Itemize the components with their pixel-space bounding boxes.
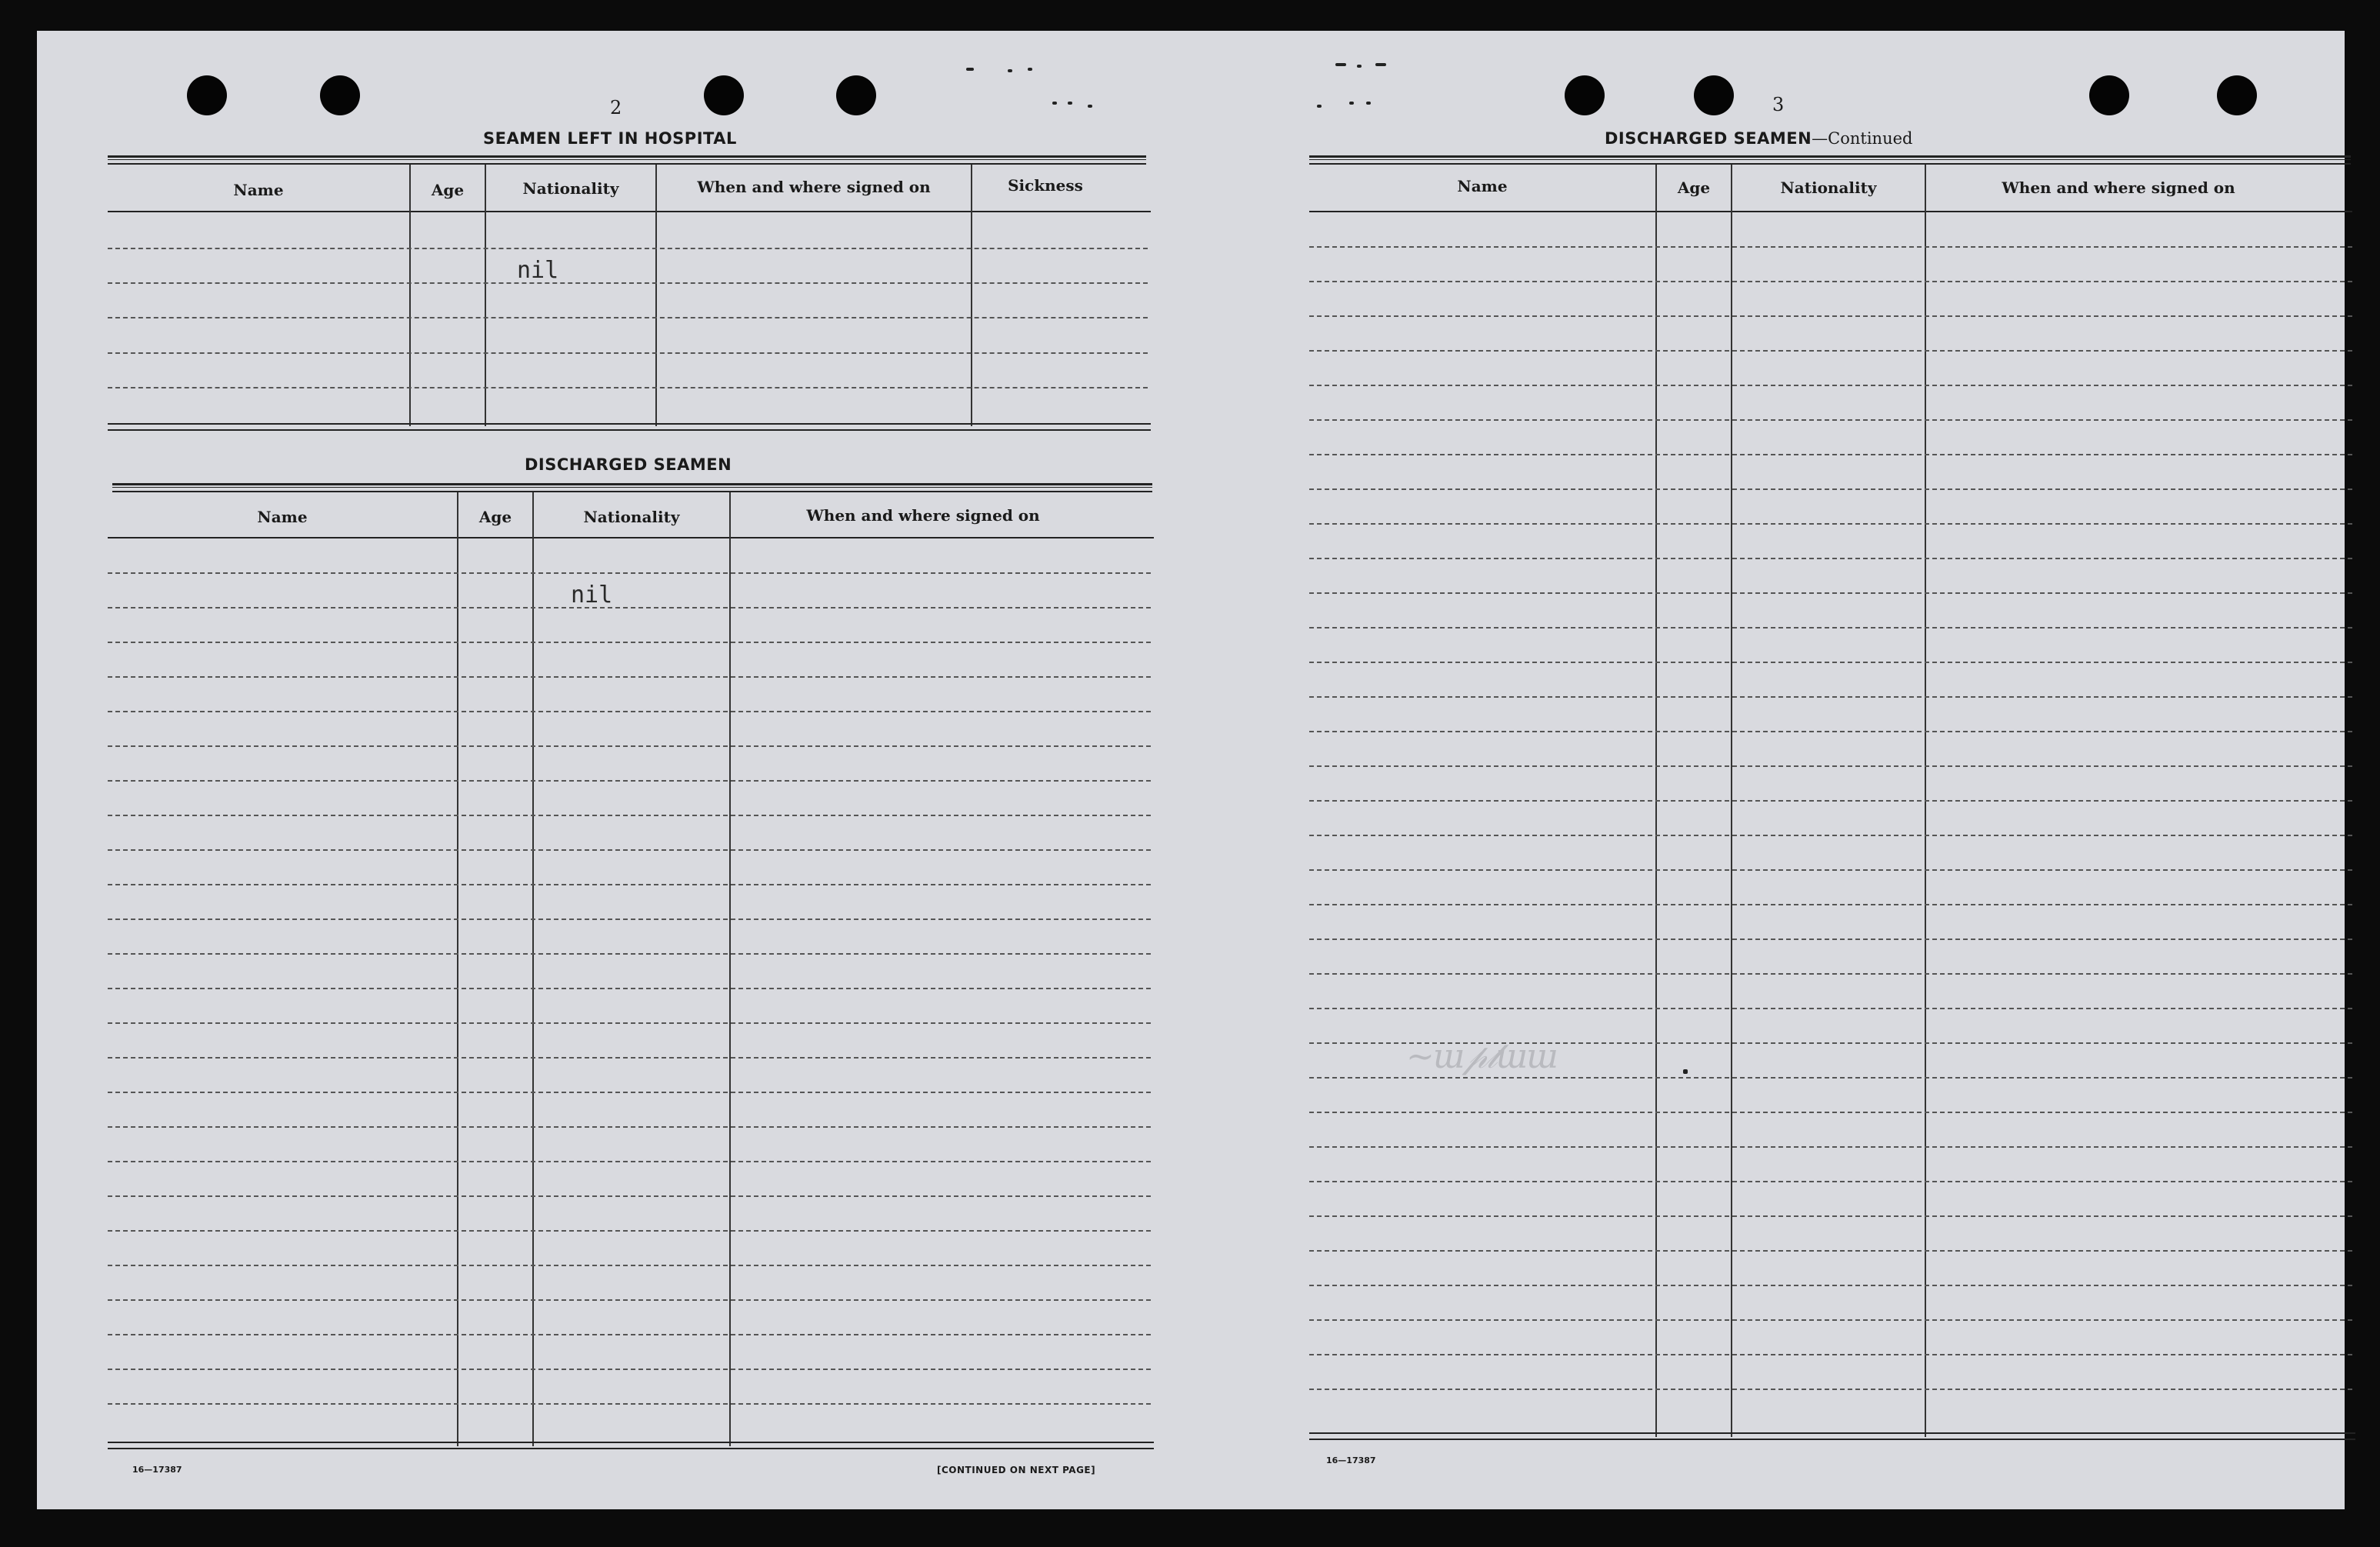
punch-hole [1694,75,1734,115]
column-header-nationality: Nationality [583,508,680,526]
entry-line [1309,1354,2352,1355]
punch-hole [2217,75,2257,115]
column-header-age: Age [478,508,512,526]
ink-speck [1349,102,1354,105]
entry-line [108,1230,1151,1232]
table-top-rule [112,483,1152,488]
entry-line [1309,315,2352,317]
table-top-rule [1309,155,2351,160]
entry-line [1309,1112,2352,1113]
column-header-sickness: Sickness [1008,176,1083,195]
discharged-continued-title: DISCHARGED SEAMEN—Continued [1605,129,1913,148]
table-top-rule [1309,163,2351,165]
entry-line [1309,592,2352,594]
entry-line [1309,1250,2352,1252]
entry-line [1309,731,2352,732]
entry-line [108,1403,1151,1405]
entry-line [1309,281,2352,282]
punch-hole [320,75,360,115]
column-header-name: Name [257,508,308,526]
punch-hole [1565,75,1605,115]
column-header-signed-on: When and where signed on [697,178,931,196]
hospital-entry-nil: nil [517,257,559,284]
entry-line [108,352,1148,354]
table-bottom-rule [108,423,1151,425]
manifest-sheet [37,31,2345,1509]
entry-line [108,1022,1151,1024]
header-bottom-rule [1309,211,2352,212]
entry-line [1309,1181,2352,1182]
table-top-rule [108,155,1146,160]
left-page [37,31,1191,1509]
column-header-age: Age [1677,178,1711,197]
entry-line [108,849,1151,851]
discharged-section-title: DISCHARGED SEAMEN [525,455,732,474]
table-bottom-rule [1309,1432,2355,1434]
entry-line [108,780,1151,782]
table-bottom-rule [1309,1439,2355,1440]
ink-speck [1052,102,1057,105]
column-header-nationality: Nationality [522,179,619,198]
table-top-rule [112,491,1152,492]
ink-speck [1028,68,1032,71]
hospital-section-title: SEAMEN LEFT IN HOSPITAL [483,129,737,148]
entry-line [1309,1215,2352,1217]
ink-speck [1068,102,1072,105]
ink-speck [1366,102,1371,105]
column-header-name: Name [233,181,284,199]
entry-line [1309,523,2352,525]
entry-line [1309,939,2352,940]
continued-note: [CONTINUED ON NEXT PAGE] [937,1465,1096,1475]
punch-hole [836,75,876,115]
entry-line [1309,869,2352,871]
entry-line [1309,765,2352,767]
table-bottom-rule [108,429,1151,431]
entry-line [108,282,1148,284]
column-header-name: Name [1457,177,1508,195]
page-number: 2 [610,97,622,118]
entry-line [108,745,1151,747]
entry-line [1309,350,2352,352]
page-number: 3 [1772,94,1785,115]
ink-speck [1335,63,1346,66]
entry-line [108,1161,1151,1162]
entry-line [108,1369,1151,1370]
entry-line [1309,385,2352,386]
ink-speck [1008,69,1012,72]
entry-line [108,642,1151,643]
discharged-entry-nil: nil [571,582,613,608]
entry-line [1309,662,2352,663]
entry-line [1309,246,2352,248]
column-divider [532,492,534,1446]
header-bottom-rule [108,211,1151,212]
entry-line [1309,800,2352,802]
entry-line [108,387,1148,388]
entry-line [108,1265,1151,1266]
title-suffix: —Continued [1812,129,1913,148]
entry-line [108,248,1148,249]
faded-signature: ~ɯ𝓅𝓁ɯɯ [1406,1037,1558,1076]
ink-speck [1375,63,1386,66]
ink-speck [1088,105,1092,108]
column-divider [457,492,458,1446]
ink-speck [1357,65,1362,68]
ink-speck [1683,1069,1688,1074]
entry-line [108,1126,1151,1128]
punch-hole [2089,75,2129,115]
entry-line [108,988,1151,989]
column-header-age: Age [431,181,465,199]
column-header-signed-on: When and where signed on [806,506,1040,525]
entry-line [108,711,1151,712]
entry-line [1309,1008,2352,1009]
table-bottom-rule [108,1442,1154,1443]
entry-line [1309,1285,2352,1286]
form-code: 16—17387 [132,1465,182,1475]
entry-line [1309,1077,2352,1079]
table-bottom-rule [108,1448,1154,1449]
column-header-nationality: Nationality [1780,178,1877,197]
entry-line [108,1057,1151,1059]
entry-line [108,1195,1151,1197]
punch-hole [187,75,227,115]
entry-line [108,953,1151,955]
entry-line [1309,1389,2352,1390]
entry-line [108,1334,1151,1335]
entry-line [108,815,1151,816]
entry-line [108,676,1151,678]
ink-speck [966,68,974,71]
table-top-rule [108,163,1146,165]
header-bottom-rule [108,537,1154,538]
entry-line [1309,835,2352,836]
ink-speck [1317,105,1322,108]
entry-line [1309,1146,2352,1148]
right-page [1191,31,2345,1509]
entry-line [108,607,1151,608]
entry-line [108,572,1151,574]
column-header-signed-on: When and where signed on [2002,178,2235,197]
entry-line [1309,973,2352,975]
entry-line [108,919,1151,920]
punch-hole [704,75,744,115]
entry-line [1309,488,2352,490]
entry-line [1309,904,2352,905]
entry-line [1309,558,2352,559]
entry-line [1309,454,2352,455]
entry-line [1309,419,2352,421]
form-code: 16—17387 [1326,1455,1376,1465]
entry-line [1309,1319,2352,1321]
entry-line [108,884,1151,885]
entry-line [108,1299,1151,1301]
entry-line [108,317,1148,318]
entry-line [108,1092,1151,1093]
entry-line [1309,696,2352,698]
column-divider [729,492,731,1446]
entry-line [1309,627,2352,628]
